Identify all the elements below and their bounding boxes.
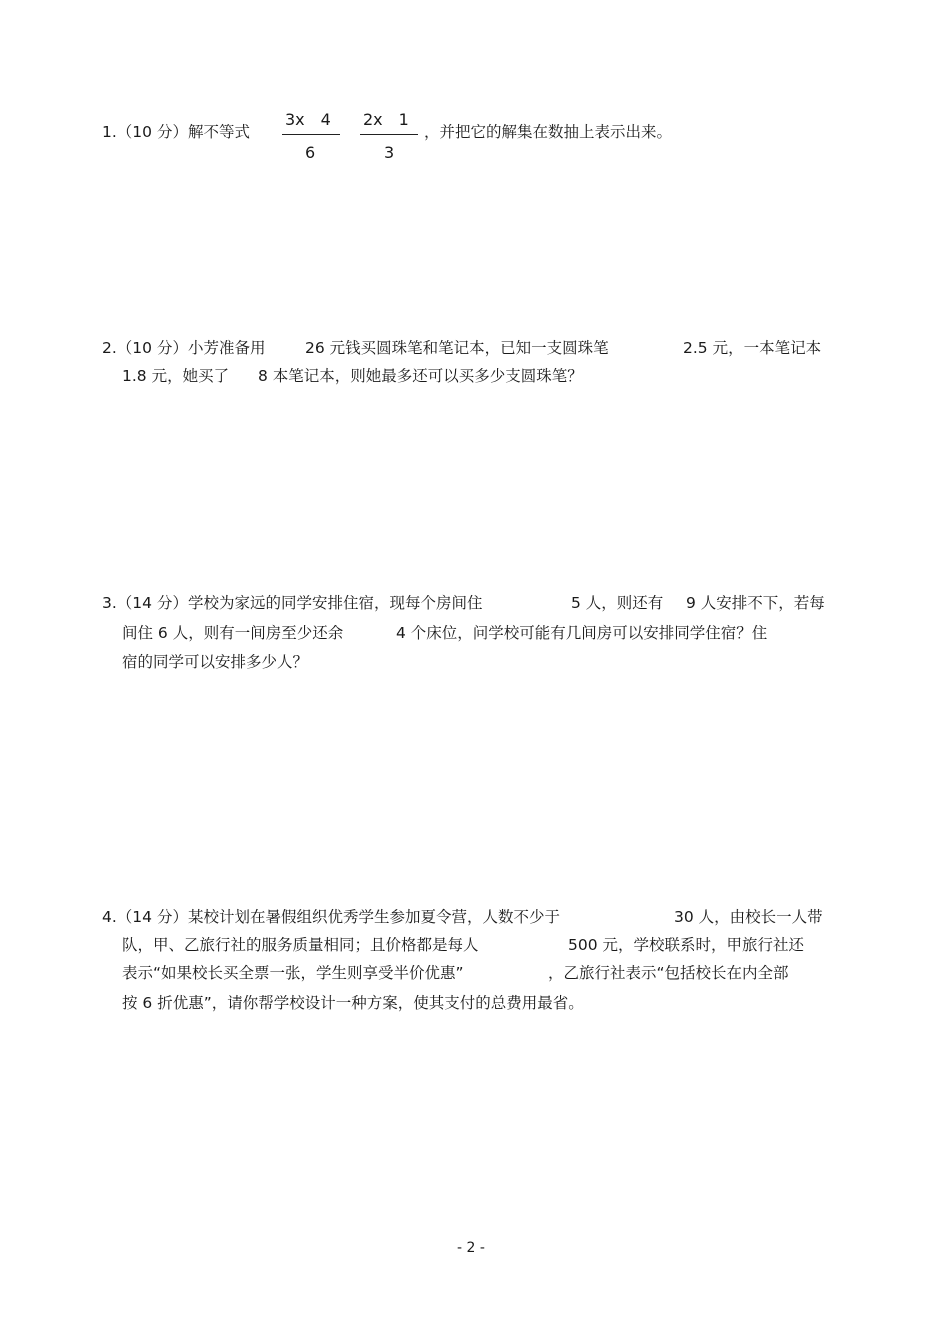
question-2-line2-part1: 1.8 元，她买了 — [122, 367, 230, 385]
question-4-line2-part1: 队，甲、乙旅行社的服务质量相同；且价格都是每人 — [122, 936, 479, 954]
question-4-line4: 按 6 折优惠”，请你帮学校设计一种方案，使其支付的总费用最省。 — [122, 994, 584, 1012]
question-3-line3: 宿的同学可以安排多少人？ — [122, 653, 309, 671]
question-3-line2-part1: 间住 6 人，则有一间房至少还余 — [122, 624, 344, 642]
question-3-line1-part2: 5 人，则还有 — [571, 594, 664, 612]
question-4-line1-part1: 4.（14 分）某校计划在暑假组织优秀学生参加夏令营，人数不少于 — [102, 908, 560, 926]
question-4-line3-part1: 表示“如果校长买全票一张，学生则享受半价优惠” — [122, 964, 464, 982]
question-1-prefix: 1.（10 分）解不等式 — [102, 123, 250, 141]
question-3-line2-part2: 4 个床位，问学校可能有几间房可以安排同学住宿？住 — [396, 624, 768, 642]
q1-fraction2-bar — [360, 134, 418, 135]
q1-fraction2-denominator: 3 — [384, 143, 395, 162]
question-2-line1-part3: 2.5 元，一本笔记本 — [683, 339, 822, 357]
question-4-line1-part2: 30 人，由校长一人带 — [674, 908, 823, 926]
question-4-line2-part2: 500 元，学校联系时，甲旅行社还 — [568, 936, 805, 954]
question-4-line3-part2: ，乙旅行社表示“包括校长在内全部 — [548, 964, 789, 982]
question-3-line1-part1: 3.（14 分）学校为家远的同学安排住宿，现每个房间住 — [102, 594, 483, 612]
q1-fraction2-numerator: 2x 1 — [363, 110, 409, 129]
page-number: - 2 - — [457, 1240, 485, 1256]
question-2-line1-part2: 26 元钱买圆珠笔和笔记本，已知一支圆珠笔 — [305, 339, 609, 357]
question-2-line1-part1: 2.（10 分）小芳准备用 — [102, 339, 266, 357]
question-1-suffix: ，并把它的解集在数抽上表示出来。 — [424, 123, 673, 141]
q1-fraction1-denominator: 6 — [305, 143, 316, 162]
q1-fraction1-numerator: 3x 4 — [285, 110, 331, 129]
question-2-line2-part2: 8 本笔记本，则她最多还可以买多少支圆珠笔？ — [258, 367, 583, 385]
question-3-line1-part3: 9 人安排不下，若每 — [686, 594, 825, 612]
q1-fraction1-bar — [282, 134, 340, 135]
